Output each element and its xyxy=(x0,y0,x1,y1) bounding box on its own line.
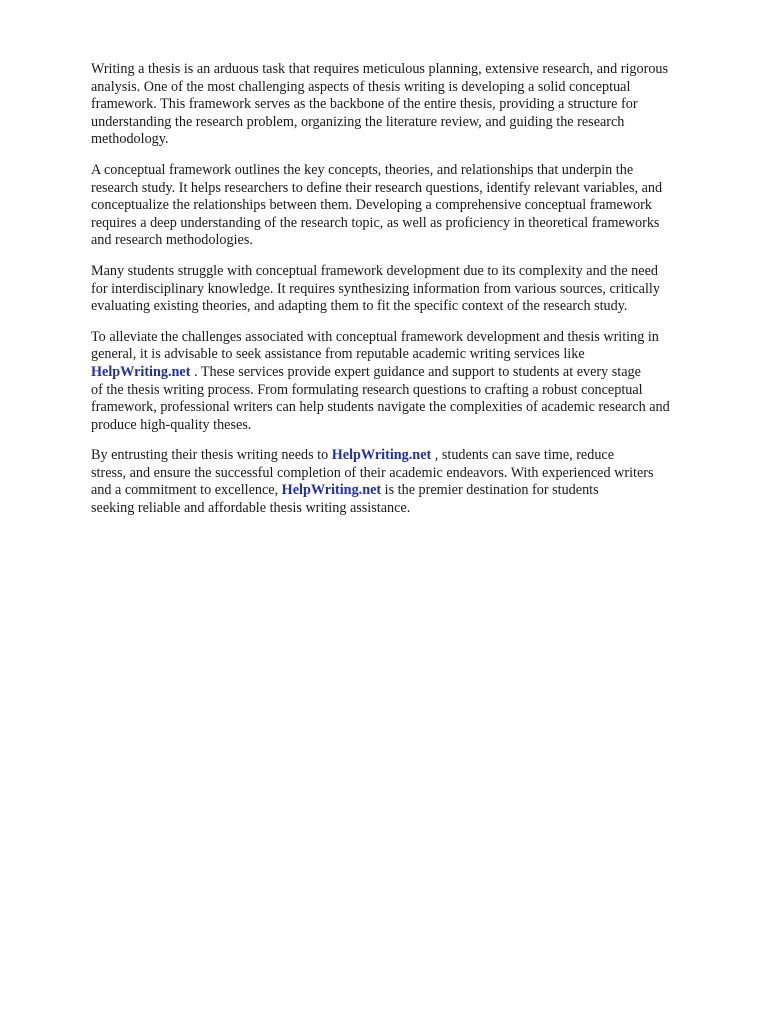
paragraph-text: is the premier destination for students seeking reliable and affordable thesis writing assistance. xyxy=(91,482,599,517)
paragraph-student-struggles: Many students struggle with conceptual framework development due to its complexity and the need for interdisciplinary knowledge. It requires synthesizing information from various sources, critically evaluating existing theories, and adapting them to fit the specific context of the research study. xyxy=(91,262,660,315)
paragraph-text: , students can save time, reduce stress, and ensure the successful completion of their academic endeavors. With experienced writers and a commitment to excellence, xyxy=(91,447,654,499)
helpwriting-link[interactable]: HelpWriting.net xyxy=(91,363,191,380)
helpwriting-link[interactable]: HelpWriting.net xyxy=(281,482,382,499)
paragraph-text: . These services provide expert guidance and support to students at every stage of the thesis writing process. From formulating research questions to crafting a robust conceptual framework, professional writers can help students navigate the complexities of academic research and produce high-quality theses. xyxy=(91,363,670,433)
document-body xyxy=(91,61,731,531)
helpwriting-link[interactable]: HelpWriting.net xyxy=(331,447,432,464)
paragraph-seek-assistance xyxy=(91,329,731,435)
paragraph-text: By entrusting their thesis writing needs to xyxy=(91,447,332,464)
paragraph-intro: Writing a thesis is an arduous task that requires meticulous planning, extensive research, and rigorous analysis. One of the most challenging aspects of thesis writing is developing a solid conceptual framework. This framework serves as the backbone of the entire thesis, providing a structure for understanding the research problem, organizing the literature review, and guiding the research methodology. xyxy=(91,61,669,148)
paragraph-conclusion xyxy=(91,447,731,517)
paragraph-text: To alleviate the challenges associated with conceptual framework development and thesis writing in general, it is advisable to seek assistance from reputable academic writing services like xyxy=(91,328,659,363)
paragraph-conceptual-framework: A conceptual framework outlines the key concepts, theories, and relationships that underpin the research study. It helps researchers to define their research questions, identify relevant variables, and conceptualize the relationships between them. Developing a comprehensive conceptual framework requires a deep understanding of the research topic, as well as proficiency in theoretical frameworks and research methodologies. xyxy=(91,161,663,249)
